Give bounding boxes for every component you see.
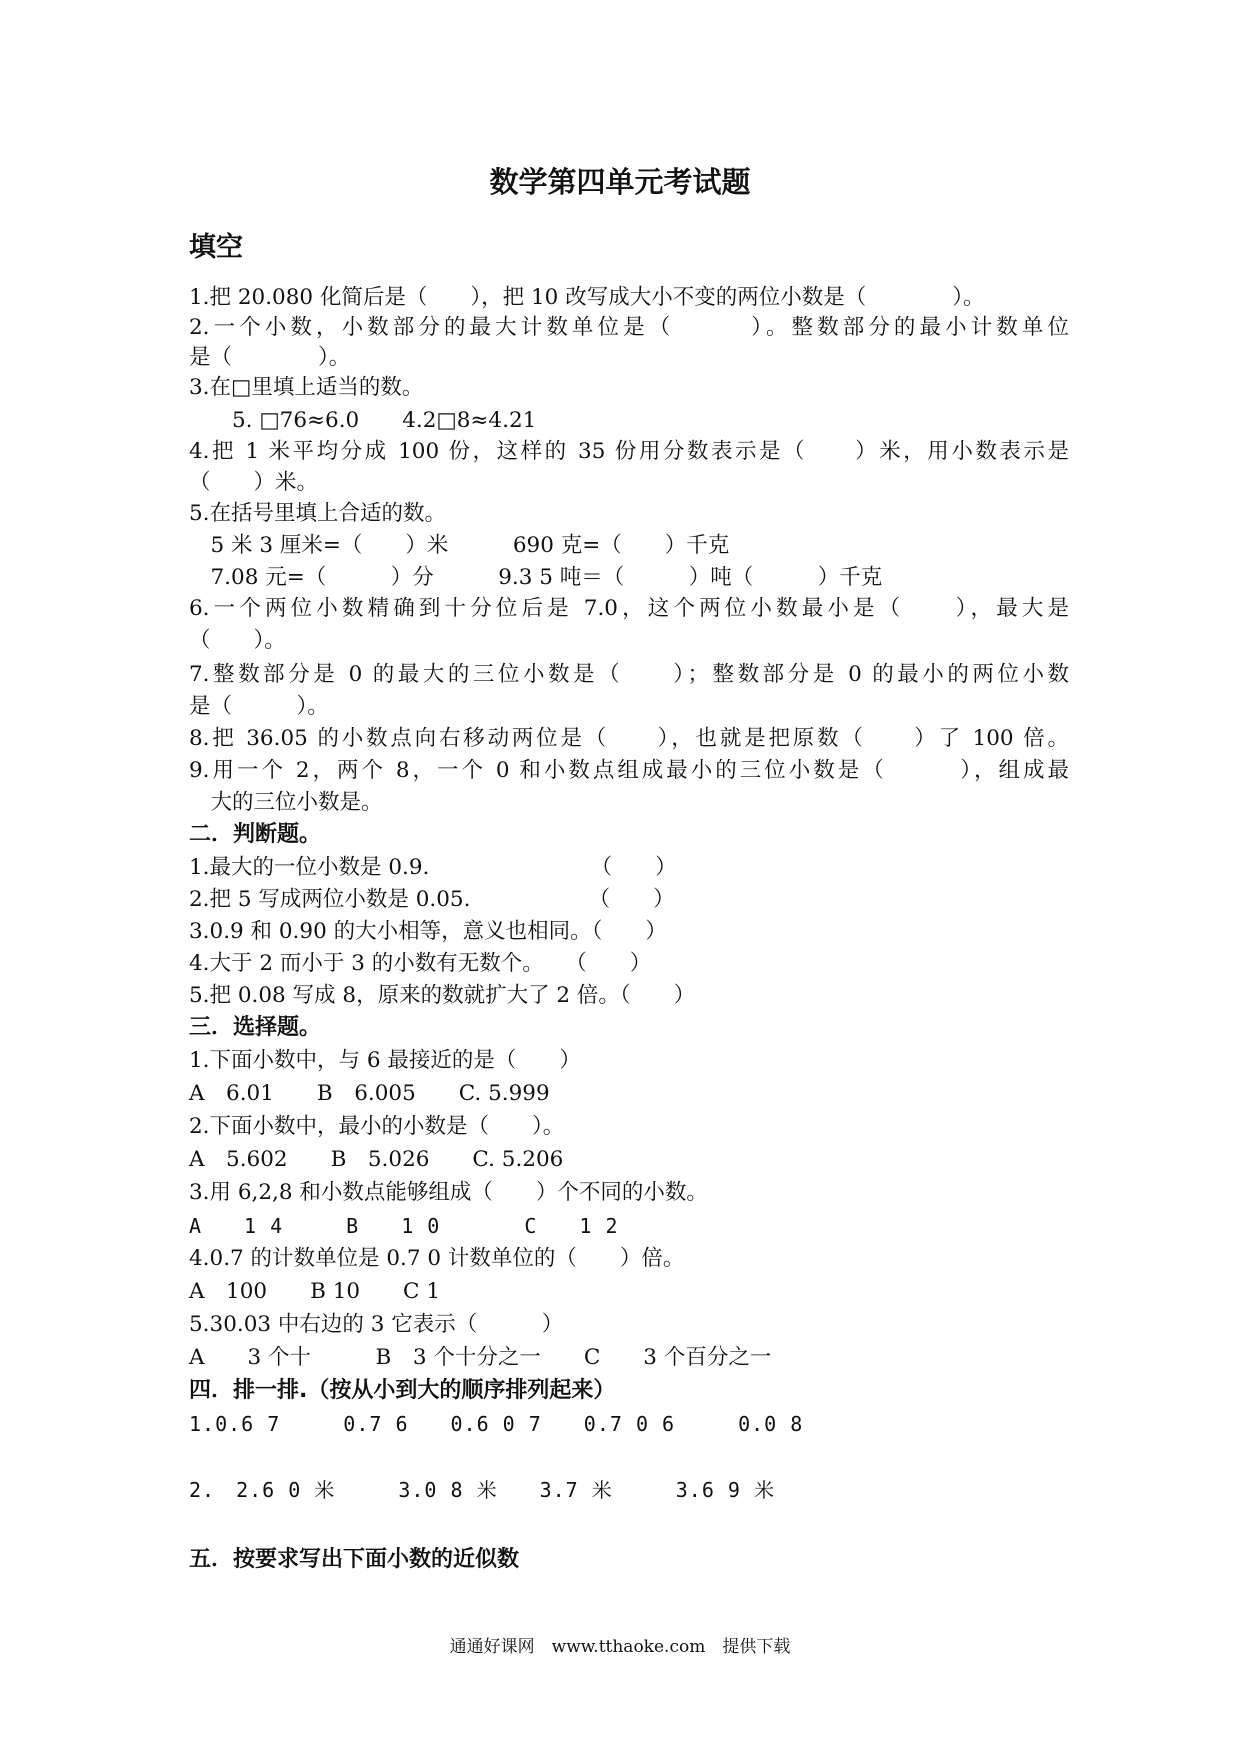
order-line: 2. 2.6 0 米 3.0 8 米 3.7 米 3.6 9 米: [189, 1478, 775, 1502]
option-line: A 1 4 B 1 0 C 1 2: [189, 1214, 619, 1238]
question-line: 3.在□里填上适当的数。: [189, 375, 424, 400]
question-line: 大的三位小数是。: [189, 790, 383, 815]
page-title: 数学第四单元考试题: [489, 165, 751, 199]
question-line: 5.30.03 中右边的 3 它表示（ ）: [189, 1312, 564, 1337]
question-line: 是（ ）。: [189, 345, 351, 370]
option-line: A 5.602 B 5.026 C. 5.206: [189, 1147, 564, 1172]
question-line: 7.08 元=（ ）分 9.3 5 吨＝（ ）吨（ ）千克: [189, 565, 883, 590]
section-heading-order: 四．排一排.（按从小到大的顺序排列起来）: [189, 1378, 616, 1403]
question-line: 1.把 20.080 化简后是（ ），把 10 改写成大小不变的两位小数是（ ）。: [189, 285, 985, 310]
option-line: A 3 个十 B 3 个十分之一 C 3 个百分之一: [189, 1345, 772, 1370]
section-heading-judge: 二．判断题。: [189, 822, 322, 847]
question-line: 6.一个两位小数精确到十分位后是 7.0，这个两位小数最小是（ ），最大是: [189, 596, 1069, 621]
question-line: 3.0.9 和 0.90 的大小相等，意义也相同。（ ）: [189, 919, 667, 944]
order-line: 1.0.6 7 0.7 6 0.6 0 7 0.7 0 6 0.0 8: [189, 1412, 804, 1436]
option-line: A 100 B 10 C 1: [189, 1279, 441, 1304]
question-line: 1.下面小数中，与 6 最接近的是（ ）: [189, 1048, 581, 1073]
question-line: 9.用一个 2，两个 8，一个 0 和小数点组成最小的三位小数是（ ），组成最: [189, 758, 1069, 783]
section-heading-approx: 五．按要求写出下面小数的近似数: [189, 1547, 520, 1572]
footer-credit: 通通好课网 www.tthaoke.com 提供下载: [449, 1637, 791, 1657]
question-line: 5 米 3 厘米=（ ）米 690 克=（ ）千克: [189, 533, 730, 558]
question-line: 5.把 0.08 写成 8，原来的数就扩大了 2 倍。（ ）: [189, 983, 696, 1008]
question-line: 是（ ）。: [189, 694, 329, 719]
question-line: 5.在括号里填上合适的数。: [189, 501, 447, 526]
question-line: 1.最大的一位小数是 0.9. （ ）: [189, 855, 677, 880]
option-line: A 6.01 B 6.005 C. 5.999: [189, 1081, 550, 1106]
question-line: 4.大于 2 而小于 3 的小数有无数个。 （ ）: [189, 951, 652, 976]
question-line: 4.0.7 的计数单位是 0.7 0 计数单位的（ ）倍。: [189, 1246, 685, 1271]
question-line: 3.用 6,2,8 和小数点能够组成（ ）个不同的小数。: [189, 1180, 708, 1205]
question-line: 7.整数部分是 0 的最大的三位小数是（ ）；整数部分是 0 的最小的两位小数: [189, 662, 1069, 687]
section-heading-fill: 填空: [189, 232, 243, 263]
question-line: （ ）。: [189, 628, 286, 653]
question-line: 5. □76≈6.0 4.2□8≈4.21: [189, 408, 537, 433]
section-heading-choice: 三．选择题。: [189, 1015, 322, 1040]
question-line: 4.把 1 米平均分成 100 份，这样的 35 份用分数表示是（ ）米，用小数表示是: [189, 439, 1069, 464]
question-line: 2.一个小数，小数部分的最大计数单位是（ ）。整数部分的最小计数单位: [189, 315, 1069, 340]
question-line: 2.把 5 写成两位小数是 0.05. （ ）: [189, 887, 675, 912]
question-line: 8.把 36.05 的小数点向右移动两位是（ ），也就是把原数（ ）了 100 倍。: [189, 726, 1069, 751]
question-line: 2.下面小数中，最小的小数是（ ）。: [189, 1114, 565, 1139]
question-line: （ ）米。: [189, 470, 319, 495]
